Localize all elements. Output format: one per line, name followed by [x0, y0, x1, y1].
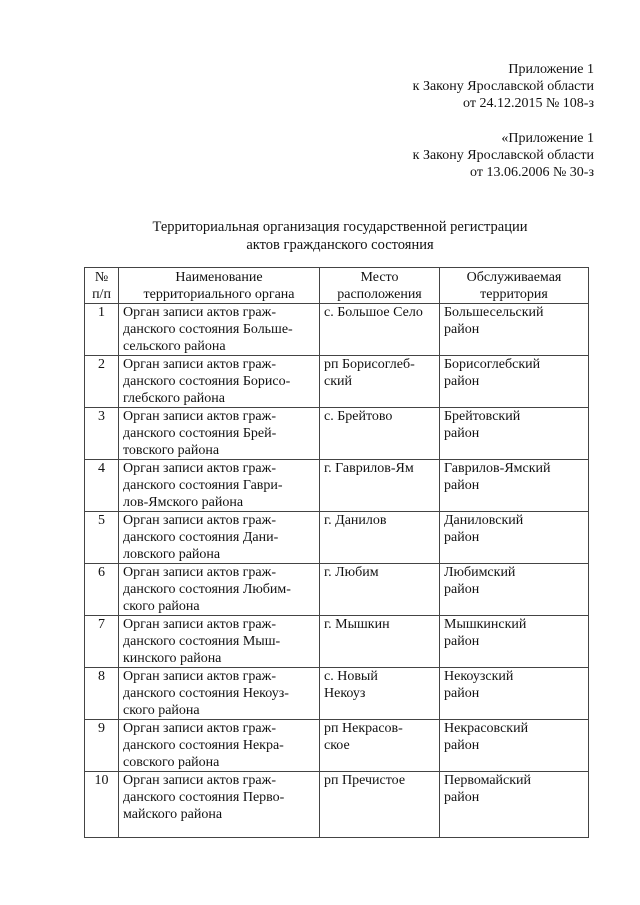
table-row [85, 460, 589, 512]
header-location: Место расположения [320, 268, 440, 304]
table-row [85, 772, 589, 838]
location: г. Мышкин [320, 616, 440, 668]
appendix-line: «Приложение 1 [501, 131, 594, 146]
organ-name: Орган записи актов граж- данского состояния Борисо- глебского района [119, 356, 320, 408]
appendix-line: к Закону Ярославской области [412, 79, 594, 94]
table-row [85, 512, 589, 564]
registry-table [84, 267, 589, 838]
table-row [85, 668, 589, 720]
row-number: 9 [85, 720, 119, 772]
location: рп Борисоглеб- ский [320, 356, 440, 408]
row-number: 8 [85, 668, 119, 720]
table-row [85, 616, 589, 668]
location: рп Пречистое [320, 772, 440, 838]
title-line: актов гражданского состояния [246, 237, 434, 253]
territory: Любимский район [440, 564, 589, 616]
organ-name: Орган записи актов граж- данского состояния Некоуз- ского района [119, 668, 320, 720]
row-number: 2 [85, 356, 119, 408]
organ-name: Орган записи актов граж- данского состояния Больше- сельского района [119, 304, 320, 356]
row-number: 10 [85, 772, 119, 838]
appendix-line: от 24.12.2015 № 108-з [463, 96, 594, 111]
document-title [60, 218, 620, 254]
location: с. Большое Село [320, 304, 440, 356]
location: рп Некрасов- ское [320, 720, 440, 772]
header-organ-name: Наименование территориального органа [119, 268, 320, 304]
table-row [85, 408, 589, 460]
original-appendix-reference [413, 130, 594, 181]
territory: Большесельский район [440, 304, 589, 356]
table-header-row [85, 268, 589, 304]
territory: Даниловский район [440, 512, 589, 564]
location: г. Данилов [320, 512, 440, 564]
table-row [85, 356, 589, 408]
location: с. Новый Некоуз [320, 668, 440, 720]
organ-name: Орган записи актов граж- данского состояния Некра- совского района [119, 720, 320, 772]
table-row [85, 304, 589, 356]
territory: Некоузский район [440, 668, 589, 720]
organ-name: Орган записи актов граж- данского состояния Дани- ловского района [119, 512, 320, 564]
table-row [85, 564, 589, 616]
location: г. Любим [320, 564, 440, 616]
appendix-line: к Закону Ярославской области [412, 148, 594, 163]
appendix-line: от 13.06.2006 № 30-з [470, 165, 594, 180]
header-number: № п/п [85, 268, 119, 304]
territory: Брейтовский район [440, 408, 589, 460]
row-number: 6 [85, 564, 119, 616]
row-number: 1 [85, 304, 119, 356]
territory: Первомайский район [440, 772, 589, 838]
territory: Борисоглебский район [440, 356, 589, 408]
row-number: 4 [85, 460, 119, 512]
row-number: 7 [85, 616, 119, 668]
appendix-line: Приложение 1 [508, 62, 594, 77]
organ-name: Орган записи актов граж- данского состояния Гаври- лов-Ямского района [119, 460, 320, 512]
table-row [85, 720, 589, 772]
organ-name: Орган записи актов граж- данского состояния Перво- майского района [119, 772, 320, 838]
header-territory: Обслуживаемая территория [440, 268, 589, 304]
row-number: 5 [85, 512, 119, 564]
territory: Некрасовский район [440, 720, 589, 772]
location: с. Брейтово [320, 408, 440, 460]
organ-name: Орган записи актов граж- данского состояния Любим- ского района [119, 564, 320, 616]
row-number: 3 [85, 408, 119, 460]
territory: Мышкинский район [440, 616, 589, 668]
organ-name: Орган записи актов граж- данского состояния Брей- товского района [119, 408, 320, 460]
appendix-reference [413, 61, 594, 112]
territory: Гаврилов-Ямский район [440, 460, 589, 512]
location: г. Гаврилов-Ям [320, 460, 440, 512]
title-line: Территориальная организация государственной регистрации [152, 219, 528, 235]
organ-name: Орган записи актов граж- данского состояния Мыш- кинского района [119, 616, 320, 668]
